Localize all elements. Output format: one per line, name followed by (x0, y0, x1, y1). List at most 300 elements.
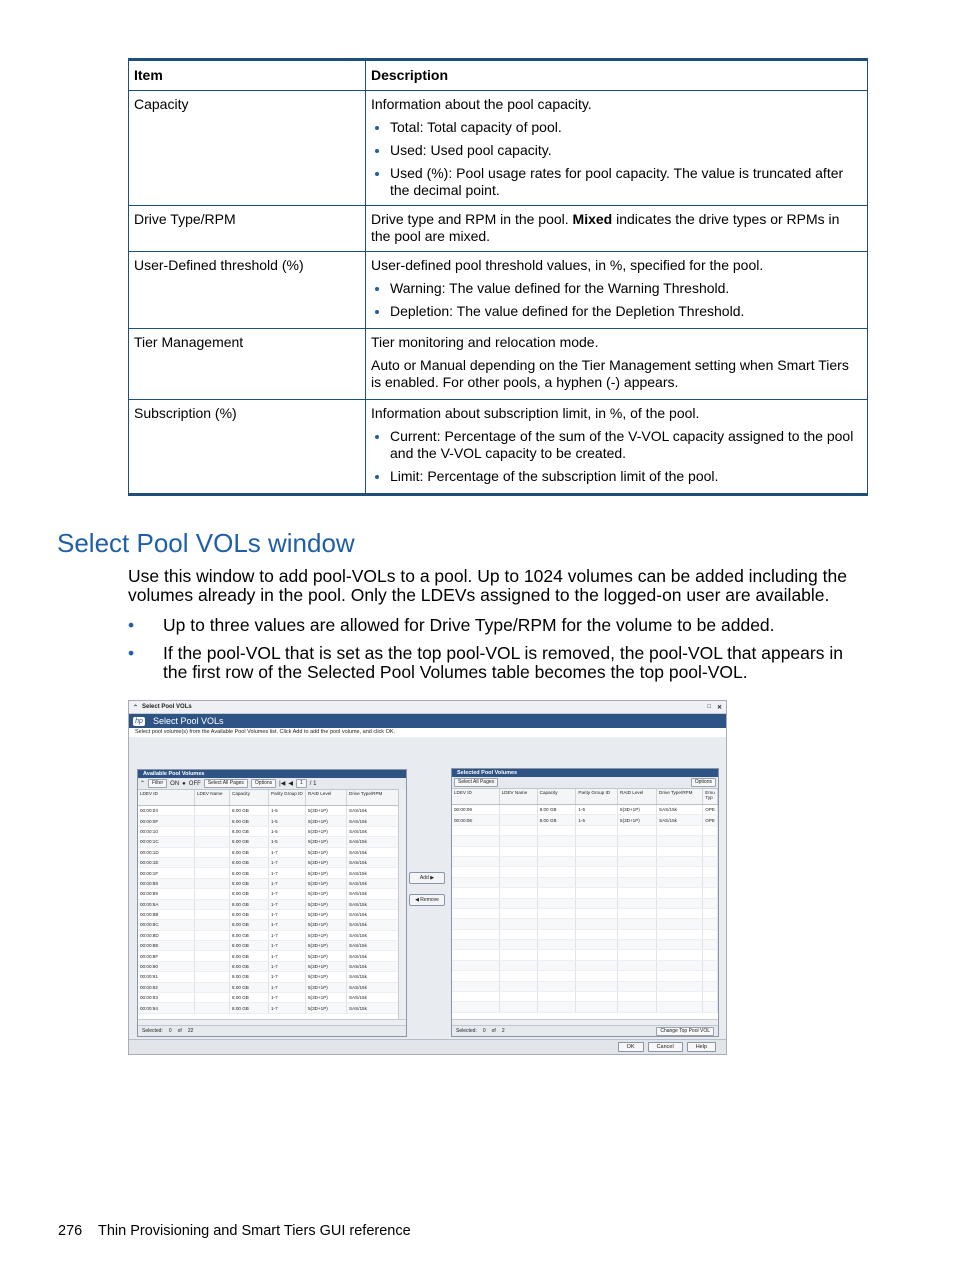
selected-table (452, 789, 718, 1013)
table-row (129, 329, 868, 400)
table-row[interactable] (138, 909, 406, 919)
table-cell: 00:00:94 (138, 1003, 195, 1013)
table-cell (499, 815, 537, 825)
table-cell (195, 920, 230, 930)
table-cell (657, 992, 703, 1002)
table-cell: 1-5 (576, 815, 618, 825)
table-cell: 8.00 GB (230, 899, 269, 909)
table-cell: 1-5 (269, 806, 306, 816)
table-cell (537, 856, 576, 866)
table-row[interactable] (138, 951, 406, 961)
table-row[interactable] (138, 868, 406, 878)
description-bullets (371, 280, 862, 320)
table-cell (618, 992, 657, 1002)
table-cell (499, 825, 537, 835)
table-cell (703, 940, 718, 950)
table-cell: 00:00:91 (138, 972, 195, 982)
table-cell (499, 836, 537, 846)
table-cell: 5(3D+1P) (306, 857, 347, 867)
table-cell (537, 846, 576, 856)
table-cell (452, 929, 499, 939)
table-cell (499, 940, 537, 950)
table-cell (703, 950, 718, 960)
table-cell (452, 908, 499, 918)
table-cell: SAS/15k (347, 816, 406, 826)
table-cell: SAS/15k (347, 909, 406, 919)
empty-row (452, 950, 718, 960)
table-cell (618, 888, 657, 898)
empty-row (452, 919, 718, 929)
table-cell: 5(3D+1P) (306, 868, 347, 878)
filter-button[interactable]: Filter (148, 779, 167, 788)
bullet-text: Up to three values are allowed for Drive Type/RPM for the volume to be added. (163, 615, 775, 635)
ok-button[interactable]: OK (618, 1042, 644, 1052)
table-cell: 5(3D+1P) (306, 816, 347, 826)
vertical-scrollbar[interactable] (398, 789, 406, 1020)
filter-on[interactable]: ON (170, 780, 180, 787)
table-cell: 00:00:93 (138, 993, 195, 1003)
bullet-icon: • (128, 643, 135, 663)
empty-row (452, 846, 718, 856)
table-cell: SAS/15k (347, 951, 406, 961)
table-cell (195, 909, 230, 919)
table-cell: 1-7 (269, 899, 306, 909)
table-cell: 8.00 GB (230, 993, 269, 1003)
table-cell (499, 1002, 537, 1012)
table-cell (703, 888, 718, 898)
table-cell (576, 981, 618, 991)
table-cell (195, 889, 230, 899)
row-item: User-Defined threshold (%) (129, 252, 366, 329)
available-table (138, 790, 406, 1014)
table-cell: 00:00:88 (138, 878, 195, 888)
description-text: Tier monitoring and relocation mode. (371, 334, 599, 350)
table-cell (576, 992, 618, 1002)
table-row[interactable] (138, 941, 406, 951)
table-cell (195, 899, 230, 909)
table-cell (618, 898, 657, 908)
table-cell (703, 846, 718, 856)
empty-row (452, 856, 718, 866)
table-row[interactable] (138, 993, 406, 1003)
remove-button[interactable]: ◀ Remove (409, 894, 445, 906)
footer-text: Thin Provisioning and Smart Tiers GUI reference (97, 1223, 411, 1239)
table-row[interactable] (138, 826, 406, 836)
column-header-description: Description (366, 60, 868, 91)
selected-pool-volumes-panel (451, 768, 719, 1037)
description-text: Auto or Manual depending on the Tier Management setting when Smart Tiers is enabled. For other pools, a hyphen (-) appears. (371, 357, 849, 390)
table-cell (618, 981, 657, 991)
table-cell (499, 950, 537, 960)
table-cell (703, 898, 718, 908)
options-button[interactable]: Options (251, 779, 276, 788)
table-cell (657, 940, 703, 950)
available-pool-volumes-panel (137, 769, 407, 1037)
table-cell: 5(3D+1P) (306, 847, 347, 857)
table-cell: 5(3D+1P) (306, 930, 347, 940)
list-item: • Used: Used pool capacity. (390, 142, 862, 159)
table-header-row (129, 60, 868, 91)
description-text: Information about the pool capacity. (371, 96, 592, 112)
table-cell (576, 825, 618, 835)
table-cell (499, 877, 537, 887)
table-cell: 1-5 (269, 826, 306, 836)
table-row[interactable] (138, 972, 406, 982)
table-cell (452, 898, 499, 908)
table-cell: 00:00:04 (138, 806, 195, 816)
table-cell: SAS/15k (347, 972, 406, 982)
table-cell (195, 972, 230, 982)
collapse-icon[interactable]: ⌃ (133, 704, 139, 711)
table-cell (576, 960, 618, 970)
table-cell (537, 888, 576, 898)
table-cell (576, 919, 618, 929)
table-cell (195, 993, 230, 1003)
table-cell: 00:00:8E (138, 941, 195, 951)
table-cell: 8.00 GB (230, 920, 269, 930)
list-item: • Limit: Percentage of the subscription limit of the pool. (390, 468, 862, 485)
select-all-pages-button[interactable]: Select All Pages (204, 779, 248, 788)
table-cell (499, 846, 537, 856)
empty-row (452, 960, 718, 970)
panel-footer (452, 1025, 718, 1036)
table-cell (195, 837, 230, 847)
table-cell: SAS/15k (347, 920, 406, 930)
prev-page-icon[interactable]: ◀ (288, 781, 293, 787)
table-row[interactable] (138, 878, 406, 888)
table-cell: OPE (703, 805, 718, 815)
table-cell (195, 816, 230, 826)
table-cell (618, 846, 657, 856)
table-cell: 5(3D+1P) (306, 951, 347, 961)
table-cell: 8.00 GB (230, 826, 269, 836)
table-row[interactable] (138, 1003, 406, 1013)
table-cell (576, 950, 618, 960)
table-cell (657, 981, 703, 991)
table-cell (195, 982, 230, 992)
table-cell (576, 836, 618, 846)
table-cell: SAS/15k (347, 993, 406, 1003)
table-cell (195, 847, 230, 857)
row-description (366, 252, 868, 329)
table-row (129, 91, 868, 206)
table-row[interactable] (138, 857, 406, 867)
table-cell: 00:00:1D (138, 847, 195, 857)
table-cell: 00:00:8F (138, 951, 195, 961)
table-cell: 00:00:8A (138, 899, 195, 909)
table-cell: SAS/15k (347, 878, 406, 888)
table-cell (618, 1002, 657, 1012)
table-cell: 5(3D+1P) (306, 941, 347, 951)
table-cell (576, 888, 618, 898)
table-cell (452, 877, 499, 887)
intro-paragraph: Use this window to add pool-VOLs to a pool. Up to 1024 volumes can be added including the volumes already in the pool. Only the LDEVs assigned to the logged-on user are available. (128, 566, 847, 605)
column-header[interactable]: Drive Type/RPM (657, 789, 703, 805)
column-header[interactable]: Emu Typ (703, 789, 718, 805)
column-header[interactable]: RAID Level (306, 790, 347, 806)
table-cell (537, 1002, 576, 1012)
description-text: Information about subscription limit, in %, of the pool. (371, 405, 700, 421)
collapse-icon[interactable]: ⌃ (140, 781, 146, 787)
table-cell: 1-5 (269, 816, 306, 826)
table-cell (537, 981, 576, 991)
table-cell (703, 981, 718, 991)
table-row[interactable] (138, 847, 406, 857)
panel-title: Available Pool Volumes (138, 770, 406, 778)
options-button[interactable]: Options (691, 778, 716, 787)
empty-row (452, 908, 718, 918)
table-cell (576, 1002, 618, 1012)
table-cell: SAS/15k (657, 805, 703, 815)
table-cell: 00:00:10 (138, 826, 195, 836)
table-cell (452, 856, 499, 866)
table-cell: 5(3D+1P) (306, 899, 347, 909)
table-cell (618, 929, 657, 939)
table-cell (703, 919, 718, 929)
column-header[interactable]: Drive Type/RPM (347, 790, 406, 806)
table-cell (576, 971, 618, 981)
table-cell: 1-5 (576, 805, 618, 815)
empty-row (452, 992, 718, 1002)
table-cell (195, 930, 230, 940)
column-header[interactable]: Parity Group ID (269, 790, 306, 806)
table-cell (657, 971, 703, 981)
table-row[interactable] (138, 930, 406, 940)
table-cell (618, 867, 657, 877)
bullet-icon: • (128, 615, 135, 635)
table-row[interactable] (138, 920, 406, 930)
table-cell: 1-7 (269, 941, 306, 951)
table-row[interactable] (138, 806, 406, 816)
table-cell: 00:00:09 (452, 805, 499, 815)
table-cell (618, 960, 657, 970)
table-cell: 1-7 (269, 889, 306, 899)
table-cell: 8.00 GB (230, 847, 269, 857)
row-description (366, 206, 868, 252)
table-cell (657, 846, 703, 856)
row-item: Subscription (%) (129, 400, 366, 495)
list-item: • Depletion: The value defined for the Depletion Threshold. (390, 303, 862, 320)
table-cell (703, 867, 718, 877)
filter-off[interactable]: OFF (188, 780, 201, 787)
table-cell (452, 825, 499, 835)
column-header[interactable]: LDEV ID (452, 789, 499, 805)
table-cell (537, 971, 576, 981)
table-cell (618, 836, 657, 846)
empty-row (452, 940, 718, 950)
table-cell (618, 950, 657, 960)
table-cell (452, 836, 499, 846)
table-row[interactable] (138, 889, 406, 899)
table-cell: 8.00 GB (537, 815, 576, 825)
table-cell (618, 877, 657, 887)
table-cell: 00:00:1F (138, 868, 195, 878)
table-cell (657, 836, 703, 846)
row-item: Drive Type/RPM (129, 206, 366, 252)
table-cell: 00:00:1C (138, 837, 195, 847)
bullet-text: If the pool-VOL that is set as the top pool-VOL is removed, the pool-VOL that appears in the first row of the Selected Pool Volumes table becomes the top pool-VOL. (163, 643, 843, 682)
table-cell (195, 951, 230, 961)
table-cell: 8.00 GB (230, 982, 269, 992)
table-cell: 8.00 GB (230, 806, 269, 816)
table-cell (499, 971, 537, 981)
window-body (129, 737, 726, 1040)
table-cell (537, 940, 576, 950)
table-row (129, 252, 868, 329)
column-header[interactable]: Parity Group ID (576, 789, 618, 805)
select-all-pages-button[interactable]: Select All Pages (454, 778, 498, 787)
table-cell (452, 867, 499, 877)
table-cell: SAS/15k (347, 806, 406, 816)
table-cell (195, 857, 230, 867)
table-row[interactable] (138, 816, 406, 826)
section-title: Select Pool VOLs window (57, 528, 355, 558)
table-cell (537, 825, 576, 835)
table-cell: 00:00:90 (138, 961, 195, 971)
table-cell (657, 877, 703, 887)
table-cell: SAS/15k (657, 815, 703, 825)
table-cell (618, 940, 657, 950)
table-cell (499, 898, 537, 908)
description-bold: Mixed (572, 211, 613, 227)
row-item: Capacity (129, 91, 366, 206)
table-cell: 1-7 (269, 993, 306, 1003)
table-cell: 00:00:0E (452, 815, 499, 825)
table-cell: 8.00 GB (230, 878, 269, 888)
filter-toggle-icon[interactable]: ● (182, 780, 186, 787)
dialog-buttons (129, 1039, 726, 1054)
table-cell: SAS/15k (347, 982, 406, 992)
help-button[interactable]: Help (687, 1042, 716, 1052)
column-header[interactable]: RAID Level (618, 789, 657, 805)
change-top-pool-vol-button[interactable]: Change Top Pool VOL (656, 1027, 714, 1036)
table-cell (452, 846, 499, 856)
table-row[interactable] (138, 837, 406, 847)
table-cell (195, 878, 230, 888)
table-cell: SAS/15k (347, 889, 406, 899)
table-cell (703, 1002, 718, 1012)
row-description (366, 329, 868, 400)
table-cell: SAS/15k (347, 961, 406, 971)
column-header[interactable]: LDEV Name (195, 790, 230, 806)
table-cell (618, 971, 657, 981)
table-cell: SAS/15k (347, 868, 406, 878)
table-row[interactable] (452, 805, 718, 815)
table-cell: 1-7 (269, 972, 306, 982)
table-cell (657, 825, 703, 835)
table-cell (452, 919, 499, 929)
table-cell (537, 950, 576, 960)
table-row[interactable] (138, 982, 406, 992)
table-cell: 5(3D+1P) (306, 837, 347, 847)
empty-row (452, 825, 718, 835)
table-cell: 5(3D+1P) (306, 878, 347, 888)
table-cell: 5(3D+1P) (306, 982, 347, 992)
table-cell (703, 929, 718, 939)
table-cell: SAS/15k (347, 1003, 406, 1013)
window-banner (129, 714, 726, 728)
table-row[interactable] (452, 815, 718, 825)
table-cell: 1-5 (269, 837, 306, 847)
table-cell: SAS/15k (347, 837, 406, 847)
maximize-icon[interactable]: □ (707, 703, 711, 710)
list-item: • Total: Total capacity of pool. (390, 119, 862, 136)
table-cell: 8.00 GB (230, 816, 269, 826)
table-row[interactable] (138, 961, 406, 971)
table-cell: 8.00 GB (230, 941, 269, 951)
empty-row (452, 929, 718, 939)
column-header[interactable]: Capacity (537, 789, 576, 805)
table-cell (576, 929, 618, 939)
table-cell (452, 981, 499, 991)
table-cell: 1-7 (269, 951, 306, 961)
page-input[interactable]: 1 (296, 779, 307, 788)
table-cell: SAS/15k (347, 930, 406, 940)
table-row (129, 400, 868, 495)
table-cell (537, 898, 576, 908)
table-cell (195, 826, 230, 836)
table-cell (452, 971, 499, 981)
reference-table (128, 58, 868, 496)
table-cell (499, 981, 537, 991)
empty-row (452, 836, 718, 846)
column-header[interactable]: LDEV ID (138, 790, 195, 806)
table-cell (499, 908, 537, 918)
page-total: / 1 (309, 780, 317, 787)
table-cell (576, 856, 618, 866)
table-cell: 00:00:8C (138, 920, 195, 930)
table-cell: 1-7 (269, 930, 306, 940)
row-description (366, 91, 868, 206)
table-cell (576, 877, 618, 887)
table-cell (657, 898, 703, 908)
close-icon[interactable]: ✕ (716, 704, 722, 711)
table-cell (499, 929, 537, 939)
table-cell (703, 971, 718, 981)
table-cell: 5(3D+1P) (306, 889, 347, 899)
panel-footer (138, 1025, 406, 1036)
table-cell: 8.00 GB (230, 868, 269, 878)
empty-row (452, 877, 718, 887)
cancel-button[interactable]: Cancel (648, 1042, 683, 1052)
of-label: of (177, 1028, 182, 1034)
table-cell (195, 806, 230, 816)
table-cell (576, 867, 618, 877)
column-header[interactable]: LDEV Name (499, 789, 537, 805)
row-description (366, 400, 868, 495)
first-page-icon[interactable]: |◀ (279, 781, 286, 787)
table-cell (703, 825, 718, 835)
table-cell (499, 960, 537, 970)
table-cell: OPE (703, 815, 718, 825)
panel-toolbar (452, 777, 718, 789)
table-cell (537, 929, 576, 939)
table-cell: 1-7 (269, 857, 306, 867)
table-row[interactable] (138, 899, 406, 909)
table-cell (537, 908, 576, 918)
column-header[interactable]: Capacity (230, 790, 269, 806)
table-cell: SAS/15k (347, 847, 406, 857)
empty-row (452, 971, 718, 981)
table-cell (618, 856, 657, 866)
of-label: of (491, 1028, 496, 1034)
table-cell: 00:00:8B (138, 909, 195, 919)
add-button[interactable]: Add ▶ (409, 872, 445, 884)
table-cell: SAS/15k (347, 941, 406, 951)
table-cell (657, 856, 703, 866)
table-cell: 1-7 (269, 920, 306, 930)
table-cell (703, 960, 718, 970)
